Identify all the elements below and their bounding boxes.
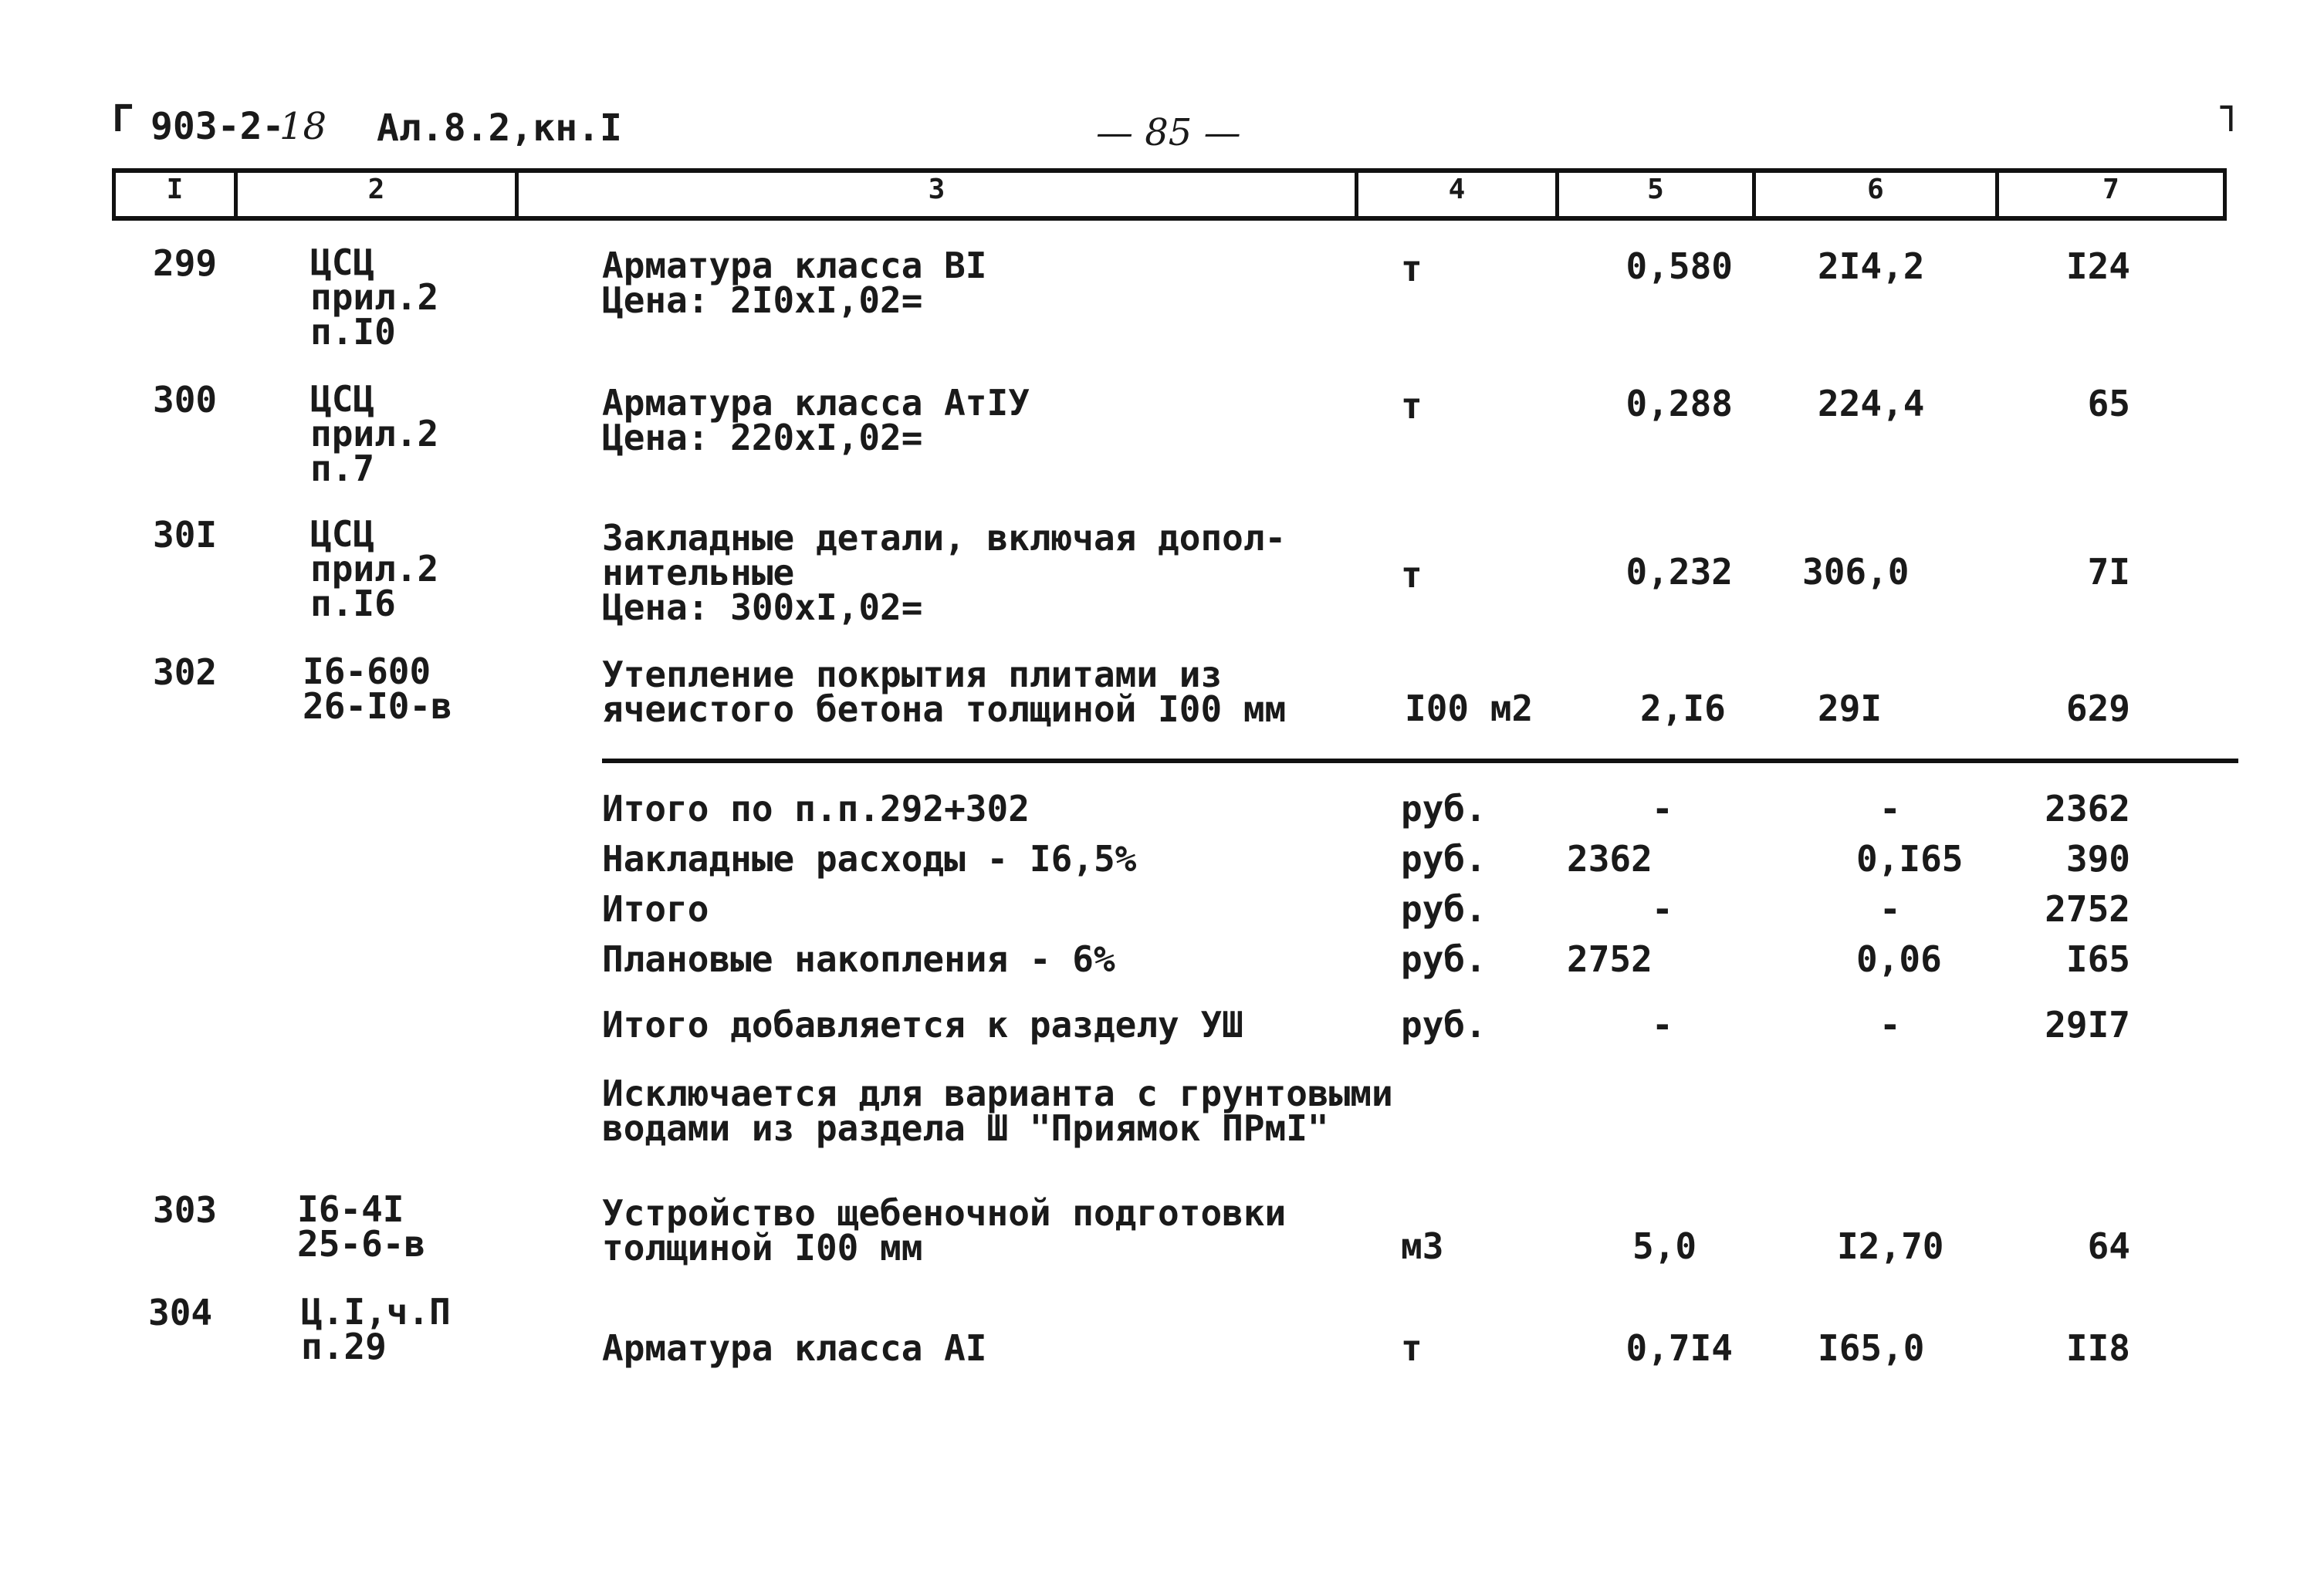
row-quantity: 0,580 bbox=[1625, 245, 1733, 287]
row-unit: т bbox=[1401, 385, 1422, 427]
row-total: 64 bbox=[2087, 1225, 2130, 1267]
summary-label: Накладные расходы - I6,5% bbox=[602, 838, 1137, 880]
header-top-border bbox=[112, 168, 2227, 173]
summary-unit: руб. bbox=[1401, 1004, 1487, 1046]
column-header-3: 3 bbox=[928, 174, 945, 205]
summary-total: I65 bbox=[2065, 938, 2130, 980]
row-code: I6-600 26-I0-в bbox=[303, 651, 452, 727]
summary-rate: 0,I65 bbox=[1856, 838, 1964, 880]
row-price: 2I4,2 bbox=[1818, 245, 1925, 287]
doc-number: 903-2- bbox=[151, 105, 285, 148]
doc-number-handwritten: 18 bbox=[279, 105, 327, 148]
row-quantity: 0,7I4 bbox=[1625, 1327, 1733, 1369]
summary-separator bbox=[602, 759, 2238, 763]
summary-total: 29I7 bbox=[2045, 1004, 2130, 1046]
row-price: 29I bbox=[1818, 688, 1883, 729]
row-unit: т bbox=[1401, 1327, 1422, 1369]
row-total: 629 bbox=[2065, 688, 2130, 729]
summary-unit: руб. bbox=[1401, 838, 1487, 880]
summary-base: - bbox=[1652, 1004, 1673, 1046]
row-number: 304 bbox=[148, 1292, 213, 1333]
column-header-2: 2 bbox=[367, 174, 385, 205]
summary-rate: - bbox=[1879, 1004, 1901, 1046]
summary-base: - bbox=[1652, 888, 1673, 930]
summary-unit: руб. bbox=[1401, 938, 1487, 980]
row-description: Закладные детали, включая допол- нительные Цена: 300xI,02= bbox=[602, 517, 1287, 628]
col-divider bbox=[2223, 168, 2227, 221]
row-total: 7I bbox=[2087, 551, 2130, 593]
column-header-6: 6 bbox=[1867, 174, 1884, 205]
row-code: ЦСЦ прил.2 п.I0 bbox=[310, 242, 439, 353]
column-header-4: 4 bbox=[1448, 174, 1466, 205]
header-bottom-border bbox=[112, 216, 2227, 221]
row-description: Арматура класса AI bbox=[602, 1327, 987, 1369]
summary-label: Итого по п.п.292+302 bbox=[602, 788, 1030, 830]
row-number: 300 bbox=[153, 379, 218, 421]
summary-rate: 0,06 bbox=[1856, 938, 1942, 980]
row-total: 65 bbox=[2087, 383, 2130, 424]
corner-mark: Г bbox=[112, 97, 134, 140]
row-price: I2,70 bbox=[1837, 1225, 1944, 1267]
row-quantity: 2,I6 bbox=[1640, 688, 1726, 729]
summary-label: Итого bbox=[602, 888, 709, 930]
row-price: I65,0 bbox=[1818, 1327, 1925, 1369]
page-number: — 85 — bbox=[1096, 111, 1241, 154]
row-quantity: 0,288 bbox=[1625, 383, 1733, 424]
row-code: Ц.I,ч.П п.29 bbox=[301, 1291, 451, 1367]
row-price: 306,0 bbox=[1802, 551, 1910, 593]
summary-total: 2752 bbox=[2045, 888, 2130, 930]
row-number: 302 bbox=[153, 651, 218, 693]
summary-base: 2752 bbox=[1567, 938, 1653, 980]
row-unit: т bbox=[1401, 248, 1422, 289]
row-price: 224,4 bbox=[1818, 383, 1925, 424]
summary-rate: - bbox=[1879, 788, 1901, 830]
column-header-7: 7 bbox=[2102, 174, 2119, 205]
summary-unit: руб. bbox=[1401, 788, 1487, 830]
row-number: 303 bbox=[153, 1189, 218, 1231]
row-number: 30I bbox=[153, 514, 218, 556]
summary-unit: руб. bbox=[1401, 888, 1487, 930]
section-note: Исключается для варианта с грунтовыми водами из раздела Ш "Приямок ПРмI" bbox=[602, 1073, 1393, 1149]
row-quantity: 5,0 bbox=[1632, 1225, 1697, 1267]
row-description: Устройство щебеночной подготовки толщиной I00 мм bbox=[602, 1192, 1287, 1269]
row-unit: м3 bbox=[1401, 1225, 1444, 1267]
summary-base: 2362 bbox=[1567, 838, 1653, 880]
row-description: Арматура класса BI Цена: 2I0xI,02= bbox=[602, 245, 987, 321]
row-total: II8 bbox=[2065, 1327, 2130, 1369]
row-number: 299 bbox=[153, 242, 218, 284]
row-description: Утепление покрытия плитами из ячеистого бетона толщиной I00 мм bbox=[602, 654, 1287, 730]
summary-base: - bbox=[1652, 788, 1673, 830]
row-description: Арматура класса АтIУ Цена: 220xI,02= bbox=[602, 382, 1030, 458]
row-code: ЦСЦ прил.2 п.7 bbox=[310, 378, 439, 489]
summary-total: 390 bbox=[2065, 838, 2130, 880]
summary-rate: - bbox=[1879, 888, 1901, 930]
corner-mark-right: ˥ bbox=[2215, 97, 2238, 140]
row-code: I6-4I 25-6-в bbox=[297, 1188, 426, 1265]
row-total: I24 bbox=[2065, 245, 2130, 287]
row-code: ЦСЦ прил.2 п.I6 bbox=[310, 513, 439, 624]
summary-label: Плановые накопления - 6% bbox=[602, 938, 1115, 980]
row-quantity: 0,232 bbox=[1625, 551, 1733, 593]
summary-label: Итого добавляется к разделу УШ bbox=[602, 1004, 1243, 1046]
column-header-5: 5 bbox=[1647, 174, 1664, 205]
album-reference: Ал.8.2,кн.I bbox=[377, 106, 622, 150]
row-unit: т bbox=[1401, 554, 1422, 596]
summary-total: 2362 bbox=[2045, 788, 2130, 830]
column-header-1: I bbox=[166, 174, 184, 205]
row-unit: I00 м2 bbox=[1405, 688, 1534, 729]
